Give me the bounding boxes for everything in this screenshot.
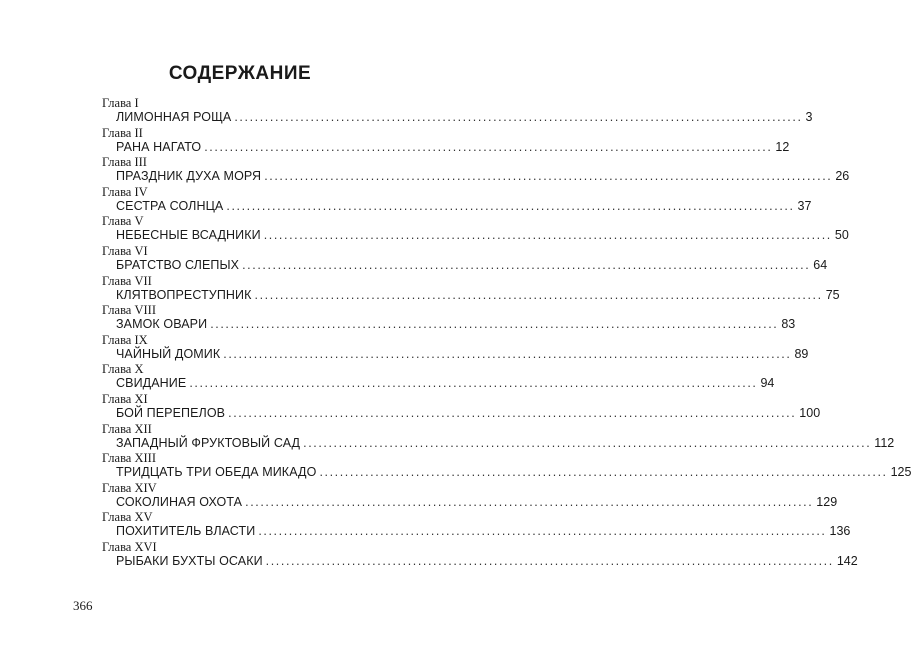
toc-line — [102, 405, 821, 422]
toc-entry — [102, 362, 775, 392]
toc-entry — [102, 125, 790, 156]
toc-entry — [102, 273, 840, 304]
toc-line — [102, 317, 796, 333]
chapter-label: Глава IV — [102, 184, 148, 199]
dot-leader: ................................................................................................................ — [265, 553, 834, 568]
chapter-page-number: 89 — [794, 346, 809, 361]
chapter-label: Глава X — [102, 362, 144, 377]
toc-line — [102, 110, 813, 126]
chapter-page-number: 100 — [799, 405, 821, 420]
chapter-title: ЗАПАДНЫЙ ФРУКТОВЫЙ САД — [116, 435, 301, 450]
chapter-page-number: 125 — [890, 465, 911, 480]
chapter-title: ЛИМОННАЯ РОЩА — [116, 110, 232, 124]
page-title: СОДЕРЖАНИЕ — [168, 63, 312, 84]
toc-line — [102, 346, 809, 363]
dot-leader: ................................................................................................................ — [258, 524, 827, 539]
chapter-page-number: 112 — [874, 435, 895, 450]
chapter-title: ТРИДЦАТЬ ТРИ ОБЕДА МИКАДО — [116, 465, 317, 480]
chapter-title: РЫБАКИ БУХТЫ ОСАКИ — [116, 553, 263, 568]
dot-leader: ................................................................................................................ — [319, 465, 888, 480]
chapter-label: Глава XV — [102, 510, 153, 525]
chapter-page-number: 142 — [836, 553, 858, 568]
chapter-label: Глава XII — [102, 421, 152, 436]
chapter-title: КЛЯТВОПРЕСТУПНИК — [116, 287, 252, 302]
chapter-title: БОЙ ПЕРЕПЕЛОВ — [116, 405, 226, 420]
toc-entry — [102, 332, 809, 363]
dot-leader: ................................................................................................................ — [189, 376, 758, 391]
toc-entry — [102, 96, 813, 126]
chapter-label: Глава III — [102, 155, 147, 170]
toc-line — [102, 435, 895, 452]
chapter-label: Глава VII — [102, 273, 152, 288]
toc-entry — [102, 480, 838, 511]
dot-leader: ................................................................................................................ — [254, 287, 823, 302]
page-number: 366 — [73, 598, 93, 613]
toc-entry — [102, 539, 858, 570]
table-of-contents — [102, 96, 911, 570]
toc-entry — [102, 214, 849, 244]
chapter-label: Глава II — [102, 125, 143, 140]
chapter-page-number: 37 — [797, 198, 812, 213]
dot-leader: ................................................................................................................ — [303, 435, 872, 450]
chapter-title: СОКОЛИНАЯ ОХОТА — [116, 494, 243, 509]
toc-line — [102, 287, 840, 304]
chapter-label: Глава VIII — [102, 303, 156, 318]
chapter-label: Глава XIII — [102, 451, 156, 466]
chapter-label: Глава V — [102, 214, 144, 229]
dot-leader: ................................................................................................................ — [242, 257, 811, 272]
dot-leader: ................................................................................................................ — [263, 228, 832, 243]
toc-entry — [102, 451, 911, 481]
toc-line — [102, 257, 828, 274]
chapter-title: СЕСТРА СОЛНЦА — [116, 198, 224, 213]
dot-leader: ................................................................................................................ — [226, 198, 795, 213]
toc-line — [102, 169, 850, 185]
dot-leader: ................................................................................................................ — [223, 346, 792, 361]
dot-leader: ................................................................................................................ — [228, 405, 797, 420]
toc-entry — [102, 391, 821, 422]
chapter-label: Глава XI — [102, 391, 148, 406]
dot-leader: ................................................................................................................ — [204, 139, 773, 154]
chapter-page-number: 26 — [835, 169, 850, 184]
chapter-page-number: 94 — [760, 376, 775, 391]
toc-line — [102, 494, 838, 511]
toc-line — [102, 198, 812, 215]
chapter-label: Глава VI — [102, 243, 148, 258]
chapter-page-number: 75 — [825, 287, 840, 302]
chapter-label: Глава XIV — [102, 480, 157, 495]
toc-entry — [102, 303, 796, 333]
toc-line — [102, 228, 849, 244]
toc-entry — [102, 155, 850, 185]
chapter-title: ПОХИТИТЕЛЬ ВЛАСТИ — [116, 524, 256, 539]
dot-leader: ................................................................................................................ — [264, 169, 833, 184]
chapter-title: РАНА НАГАТО — [116, 139, 202, 154]
chapter-page-number: 12 — [775, 139, 790, 154]
chapter-title: НЕБЕСНЫЕ ВСАДНИКИ — [116, 228, 261, 243]
chapter-title: ЧАЙНЫЙ ДОМИК — [116, 346, 221, 361]
dot-leader: ................................................................................................................ — [234, 110, 803, 124]
chapter-page-number: 136 — [829, 524, 851, 539]
toc-entry — [102, 243, 828, 274]
dot-leader: ................................................................................................................ — [210, 317, 779, 332]
chapter-title: СВИДАНИЕ — [116, 376, 187, 391]
chapter-page-number: 83 — [781, 317, 796, 332]
chapter-title: ПРАЗДНИК ДУХА МОРЯ — [116, 169, 262, 184]
chapter-page-number: 3 — [805, 110, 813, 124]
chapter-label: Глава I — [102, 96, 139, 110]
chapter-title: БРАТСТВО СЛЕПЫХ — [116, 257, 240, 272]
chapter-label: Глава IX — [102, 332, 148, 347]
toc-line — [102, 465, 911, 481]
toc-line — [102, 376, 775, 392]
chapter-title: ЗАМОК ОВАРИ — [116, 317, 208, 332]
dot-leader: ................................................................................................................ — [245, 494, 814, 509]
toc-line — [102, 553, 858, 570]
chapter-page-number: 64 — [813, 257, 828, 272]
toc-line — [102, 524, 851, 540]
chapter-page-number: 129 — [816, 494, 838, 509]
toc-line — [102, 139, 790, 156]
toc-entry — [102, 421, 895, 452]
chapter-label: Глава XVI — [102, 539, 157, 554]
toc-entry — [102, 510, 851, 540]
chapter-page-number: 50 — [834, 228, 849, 243]
toc-entry — [102, 184, 812, 215]
